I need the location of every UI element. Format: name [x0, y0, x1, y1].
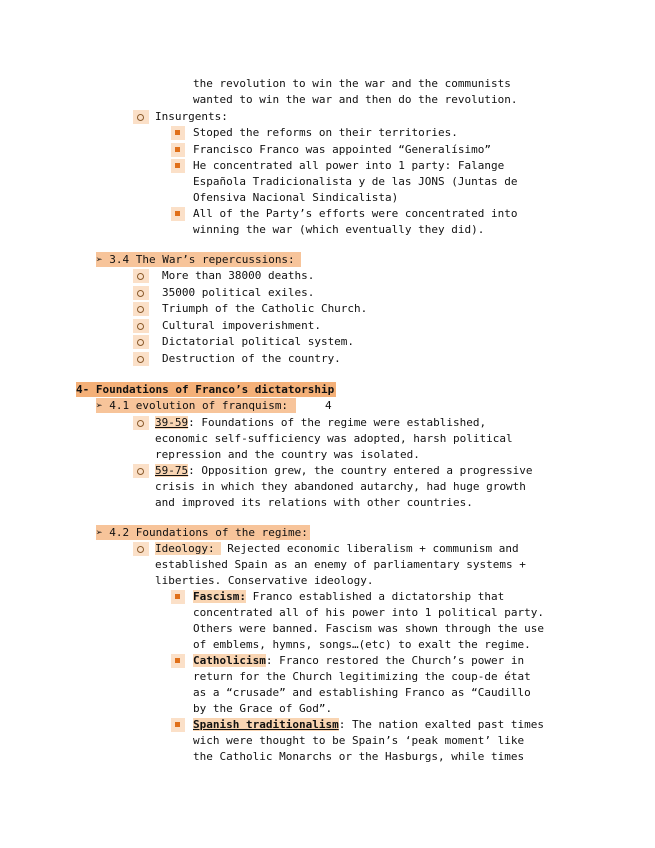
circle-bullet-icon [133, 542, 149, 556]
list-item: Cultural impoverishment. [162, 319, 321, 332]
square-bullet-icon [171, 718, 185, 732]
circle-bullet-icon [133, 464, 149, 478]
list-item-continuation: wich were thought to be Spain’s ‘peak moment’ like [193, 734, 525, 747]
list-item-continuation: as a “crusade” and establishing Franco as “Caudillo [193, 686, 531, 699]
list-item-continuation: crisis in which they abandoned autarchy, had huge growth [155, 480, 526, 493]
arrow-bullet-icon: ➢ [96, 526, 103, 539]
list-item: Stoped the reforms on their territories. [193, 126, 458, 139]
list-item: More than 38000 deaths. [162, 269, 315, 282]
circle-bullet-icon [133, 352, 149, 366]
circle-bullet-icon [133, 319, 149, 333]
list-item: Francisco Franco was appointed “Generalísimo” [193, 143, 492, 156]
circle-bullet-icon [133, 269, 149, 283]
insurgents-label: Insurgents: [155, 110, 228, 123]
list-item-continuation: established Spain as an enemy of parliamentary systems + [155, 558, 526, 571]
section-heading-4-1: ➢ 4.1 evolution of franquism: [96, 398, 296, 413]
list-item-continuation: of emblems, hymns, songs…(etc) to exalt the regime. [193, 638, 531, 651]
list-item-continuation: liberties. Conservative ideology. [155, 574, 374, 587]
foundation-key: Catholicism [193, 654, 266, 667]
circle-bullet-icon [133, 335, 149, 349]
square-bullet-icon [171, 207, 185, 221]
section-heading-4: 4- Foundations of Franco’s dictatorship [76, 383, 335, 396]
circle-bullet-icon [133, 302, 149, 316]
square-bullet-icon [171, 159, 185, 173]
list-item-continuation: Española Tradicionalista y de las JONS (Juntas de [193, 175, 518, 188]
list-item: Destruction of the country. [162, 352, 341, 365]
list-item: Fascism: Franco established a dictatorship that [193, 590, 505, 603]
circle-bullet-icon [133, 286, 149, 300]
period-key: 39-59 [155, 416, 189, 429]
list-item-continuation: repression and the country was isolated. [155, 448, 420, 461]
list-item-continuation: return for the Church legitimizing the coup-de état [193, 670, 531, 683]
list-item-continuation: concentrated all of his power into 1 political party. [193, 606, 544, 619]
heading-note: 4 [325, 399, 332, 412]
list-item-continuation: Ofensiva Nacional Sindicalista) [193, 191, 399, 204]
list-item: All of the Party’s efforts were concentrated into [193, 207, 518, 220]
square-bullet-icon [171, 590, 185, 604]
ideology-key: Ideology: [155, 542, 221, 555]
section-heading-4-2: ➢ 4.2 Foundations of the regime: [96, 526, 308, 539]
text-line: the revolution to win the war and the communists [193, 77, 511, 90]
circle-bullet-icon [133, 416, 149, 430]
circle-bullet-icon [133, 110, 149, 124]
list-item: 59-75: Opposition grew, the country entered a progressive [155, 464, 533, 477]
list-item-continuation: economic self-sufficiency was adopted, harsh political [155, 432, 513, 445]
section-heading-3-4: ➢ 3.4 The War’s repercussions: [96, 252, 301, 267]
list-item-continuation: and improved its relations with other countries. [155, 496, 473, 509]
arrow-bullet-icon: ➢ [96, 253, 103, 266]
list-item: Ideology: Rejected economic liberalism + communism and [155, 542, 519, 555]
list-item-continuation: by the Grace of God”. [193, 702, 333, 715]
period-key: 59-75 [155, 464, 189, 477]
foundation-key: Fascism: [193, 590, 246, 603]
square-bullet-icon [171, 654, 185, 668]
list-item-continuation: Others were banned. Fascism was shown through the use [193, 622, 544, 635]
list-item: He concentrated all power into 1 party: Falange [193, 159, 505, 172]
list-item: 35000 political exiles. [162, 286, 315, 299]
foundation-key: Spanish traditionalism [193, 718, 339, 731]
list-item-continuation: winning the war (which eventually they did). [193, 223, 485, 236]
list-item: Catholicism: Franco restored the Church’s power in [193, 654, 525, 667]
square-bullet-icon [171, 126, 185, 140]
text-line: wanted to win the war and then do the revolution. [193, 93, 518, 106]
list-item: 39-59: Foundations of the regime were established, [155, 416, 487, 429]
list-item: Dictatorial political system. [162, 335, 355, 348]
list-item-continuation: the Catholic Monarchs or the Hasburgs, while times [193, 750, 525, 763]
list-item: Triumph of the Catholic Church. [162, 302, 368, 315]
list-item: Spanish traditionalism: The nation exalted past times [193, 718, 545, 731]
square-bullet-icon [171, 143, 185, 157]
arrow-bullet-icon: ➢ [96, 399, 103, 412]
